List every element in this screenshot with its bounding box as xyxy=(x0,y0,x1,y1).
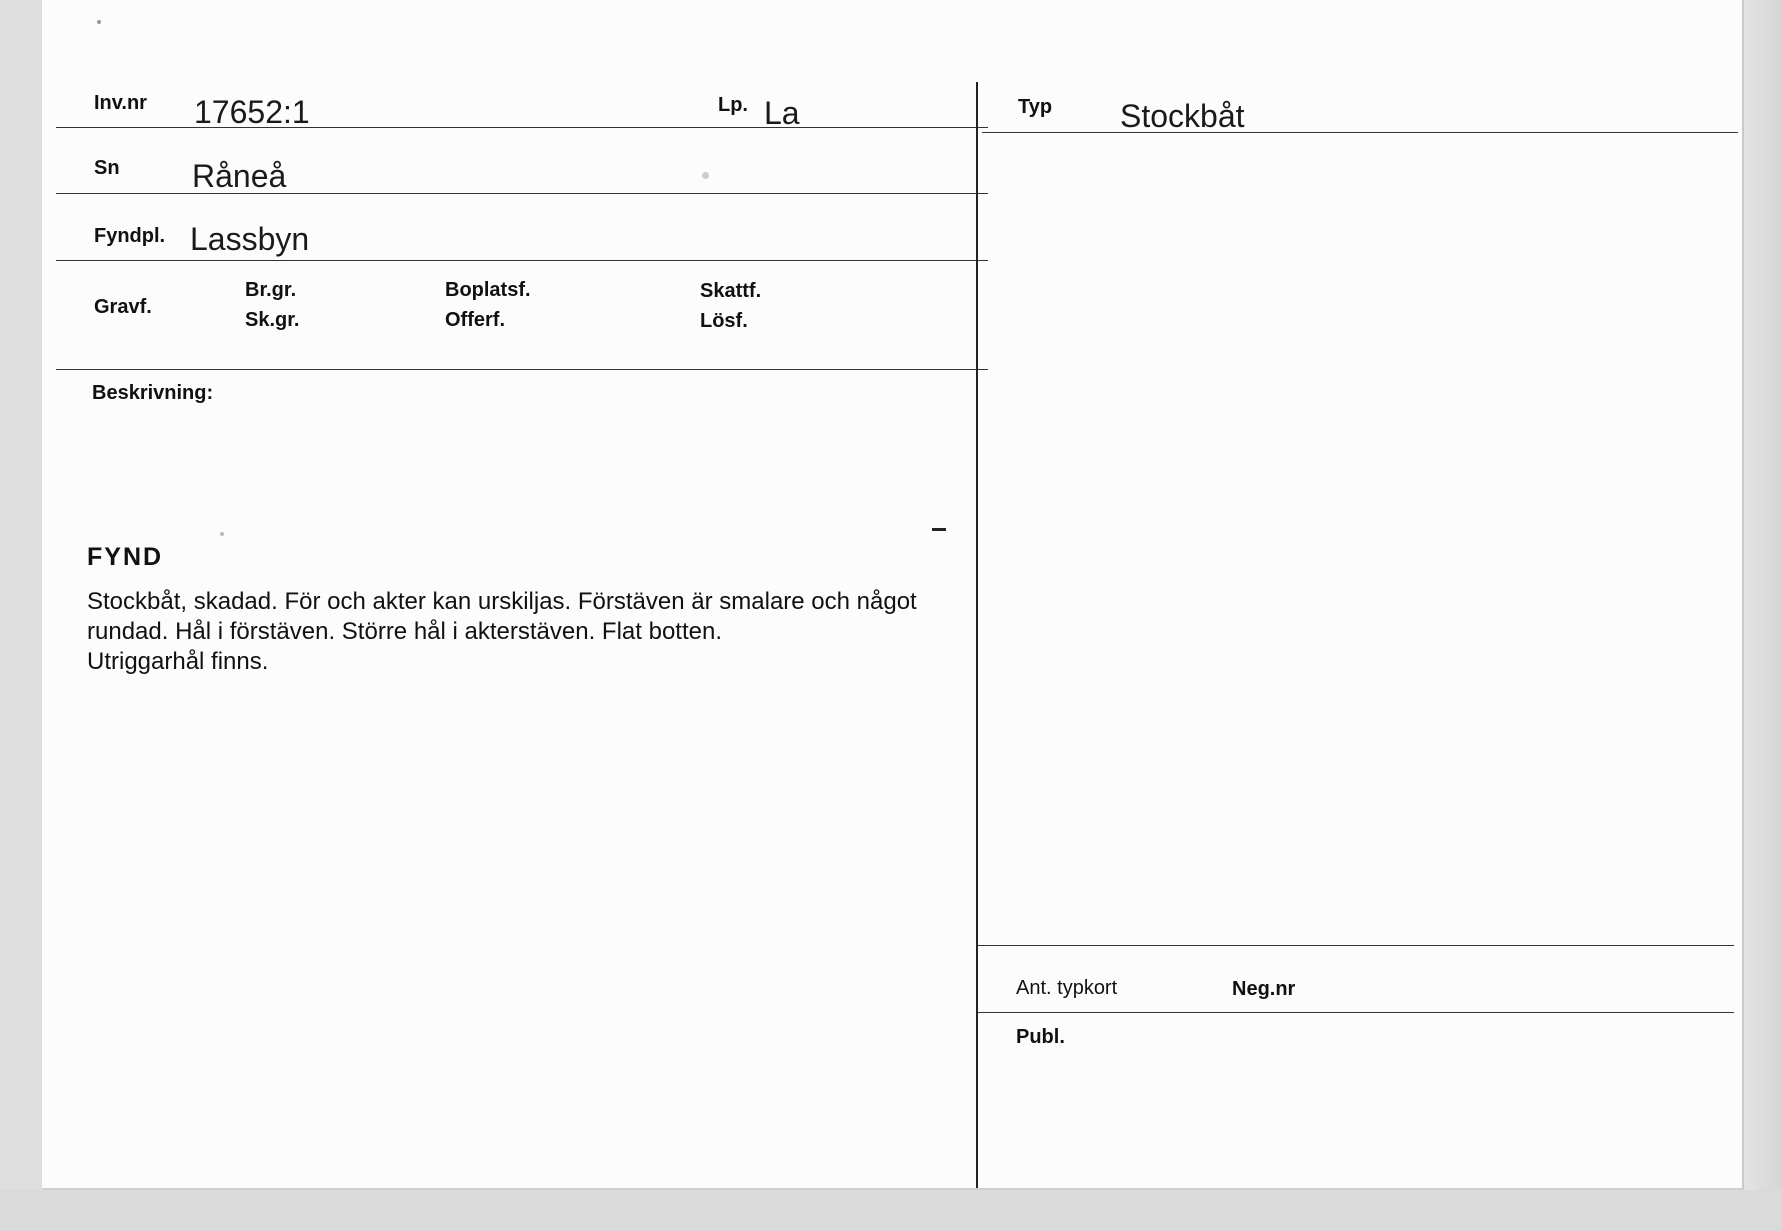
ant-typkort-label: Ant. typkort xyxy=(1016,977,1118,999)
losf-label: Lösf. xyxy=(700,310,748,332)
lp-label: Lp. xyxy=(718,94,748,116)
publ-label: Publ. xyxy=(1016,1026,1065,1048)
fyndpl-value: Lassbyn xyxy=(190,221,310,257)
fynd-heading: FYND xyxy=(87,543,164,571)
scan-speck xyxy=(932,528,946,531)
scan-speck xyxy=(220,532,224,536)
rule-gravf xyxy=(56,369,988,370)
scan-speck xyxy=(702,172,709,179)
negnr-label: Neg.nr xyxy=(1232,978,1296,1000)
lp-value: La xyxy=(764,95,800,131)
skattf-label: Skattf. xyxy=(700,280,762,302)
typ-label: Typ xyxy=(1018,96,1053,118)
column-divider xyxy=(976,82,978,1188)
brgr-label: Br.gr. xyxy=(245,279,297,301)
sn-value: Råneå xyxy=(192,158,287,194)
boplatsf-label: Boplatsf. xyxy=(445,279,531,301)
rule-typ xyxy=(982,132,1738,133)
scan-edge-bottom xyxy=(0,1190,1782,1231)
scan-speck xyxy=(97,20,101,24)
fyndpl-label: Fyndpl. xyxy=(94,225,166,247)
description-line-2: rundad. Hål i förstäven. Större hål i akterstäven. Flat botten. xyxy=(87,618,722,645)
rule-ant-top xyxy=(978,945,1734,946)
sn-label: Sn xyxy=(94,157,120,179)
skgr-label: Sk.gr. xyxy=(245,309,300,331)
scan-edge-right xyxy=(1744,0,1782,1231)
index-card xyxy=(42,0,1744,1190)
inv-label: Inv.nr xyxy=(94,92,147,114)
gravf-label: Gravf. xyxy=(94,296,152,318)
beskrivning-label: Beskrivning: xyxy=(92,382,214,404)
typ-value: Stockbåt xyxy=(1120,98,1245,134)
description-line-1: Stockbåt, skadad. För och akter kan urskiljas. Förstäven är smalare och något xyxy=(87,588,917,615)
inv-value: 17652:1 xyxy=(194,94,310,130)
offerf-label: Offerf. xyxy=(445,309,505,331)
rule-fyndpl xyxy=(56,260,988,261)
rule-ant-bottom xyxy=(978,1012,1734,1013)
description-line-3: Utriggarhål finns. xyxy=(87,648,269,675)
